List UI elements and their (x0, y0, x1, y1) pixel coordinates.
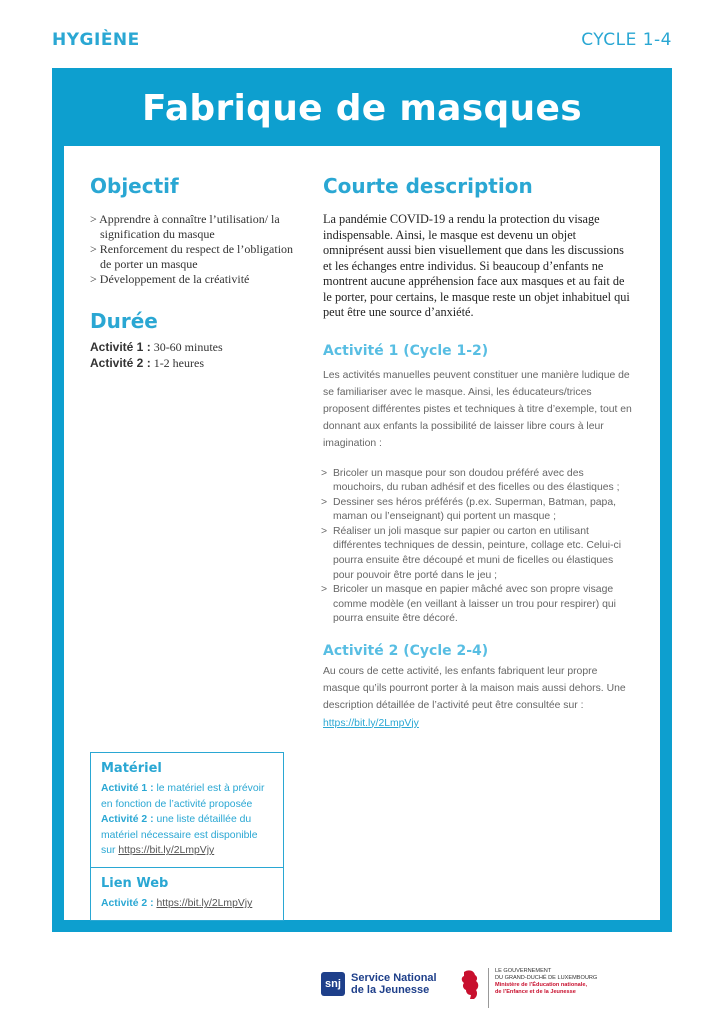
government-logo (458, 968, 597, 1008)
lien-web-heading: Lien Web (101, 876, 169, 892)
lien-web-text (101, 896, 273, 912)
lien-web-link[interactable]: https://bit.ly/2LmpVjy (156, 898, 253, 910)
left-column (90, 174, 300, 371)
gov-line: LE GOUVERNEMENT (495, 968, 552, 974)
cycle-label: CYCLE 1-4 (581, 30, 672, 50)
activite1-list (323, 467, 633, 628)
snj-logo-text (351, 972, 437, 996)
materiel-a2-text: une liste détaillée du matériel nécessaire est disponible sur (101, 814, 258, 857)
list-item: > Réaliser un joli masque sur papier ou carton en utilisant différentes techniques de dessin, peinture, collage etc. Celui-ci pourra ensuite être découpé et muni de ficelles ou élastiques pour pouvoir être porté dans le jeu ; (323, 525, 633, 583)
logo-divider (488, 968, 489, 1008)
lien-web-label: Activité 2 : (101, 898, 154, 910)
duree-label: Activité 2 : (90, 356, 151, 370)
materiel-text (101, 781, 273, 859)
materiel-a1-label: Activité 1 : (101, 783, 154, 794)
duree-label: Activité 1 : (90, 340, 151, 354)
duree-row (90, 339, 300, 355)
materiel-link[interactable]: https://bit.ly/2LmpVjy (118, 845, 215, 857)
duree-value: 1-2 heures (153, 356, 205, 370)
content-frame (52, 68, 672, 932)
objectif-heading: Objectif (90, 174, 179, 198)
content-panel (64, 146, 660, 920)
list-item: > Bricoler un masque pour son doudou préféré avec des mouchoirs, du ruban adhésif et des ficelles ou des élastiques ; (323, 467, 633, 496)
right-column (323, 174, 633, 732)
activite2-text (323, 663, 633, 732)
duree-heading: Durée (90, 309, 158, 333)
materiel-a2-label: Activité 2 : (101, 814, 154, 826)
gov-line: DU GRAND-DUCHÉ DE LUXEMBOURG (495, 975, 598, 981)
materiel-a1-text: le matériel est à prévoir en fonction de l’activité proposée (101, 783, 265, 810)
snj-logo-icon: snj (321, 972, 345, 996)
list-item: > Apprendre à connaître l’utilisation/ la signification du masque (90, 212, 300, 242)
activite2-heading: Activité 2 (Cycle 2-4) (323, 643, 489, 660)
snj-line: Service National (351, 972, 437, 984)
description-heading: Courte description (323, 174, 533, 198)
activite2-link[interactable]: https://bit.ly/2LmpVjy (323, 717, 419, 729)
lien-web-section (91, 868, 283, 920)
duree-row (90, 355, 300, 371)
government-logo-text (495, 968, 597, 996)
gov-line: de l’Enfance et de la Jeunesse (495, 989, 576, 995)
description-intro: La pandémie COVID-19 a rendu la protection du visage indispensable. Ainsi, le masque est devenu un objet omniprésent aussi bien visuellement que dans les discussions et les échanges entre individus. Si beaucoup d’enfants ne montrent aucune appréhension face aux masques et au fait de le porter, pour certains, le masque reste un objet inhabituel qui peut être une source d’anxiété. (323, 212, 630, 319)
activite1-heading: Activité 1 (Cycle 1-2) (323, 342, 489, 359)
list-item: > Renforcement du respect de l’obligation de porter un masque (90, 242, 300, 272)
materiel-heading: Matériel (101, 761, 162, 776)
duree-value: 30-60 minutes (153, 340, 223, 354)
page-title: Fabrique de masques (142, 88, 582, 129)
lion-icon (458, 968, 482, 1002)
gov-line: Ministère de l’Éducation nationale, (495, 982, 588, 988)
materiel-section (91, 753, 283, 867)
list-item: > Dessiner ses héros préférés (p.ex. Superman, Batman, papa, maman ou l’enseignant) qui portent un masque ; (323, 496, 633, 525)
list-item: > Bricoler un masque en papier mâché avec son propre visage comme modèle (en veillant à laisser un trou pour respirer) qui pourra ensuite être décoré. (323, 583, 633, 627)
snj-line: de la Jeunesse (351, 984, 430, 996)
list-item: > Développement de la créativité (90, 272, 300, 287)
sidebar-box (90, 752, 284, 921)
category-label: HYGIÈNE (52, 30, 140, 50)
activite2-body: Au cours de cette activité, les enfants fabriquent leur propre masque qu’ils pourront porter à la maison mais aussi dehors. Une description détaillée de l’activité peut être consultée sur : (323, 666, 626, 712)
activite1-text: Les activités manuelles peuvent constituer une manière ludique de se familiariser avec le masque. Ainsi, les éducateurs/trices proposent différentes pistes et techniques à titre d’exemple, tout en donnant aux enfants la possibilité de laisser libre cours à leur imagination : (323, 369, 632, 450)
objectif-list (90, 212, 300, 287)
duree-list (90, 339, 300, 371)
snj-logo (321, 972, 437, 996)
